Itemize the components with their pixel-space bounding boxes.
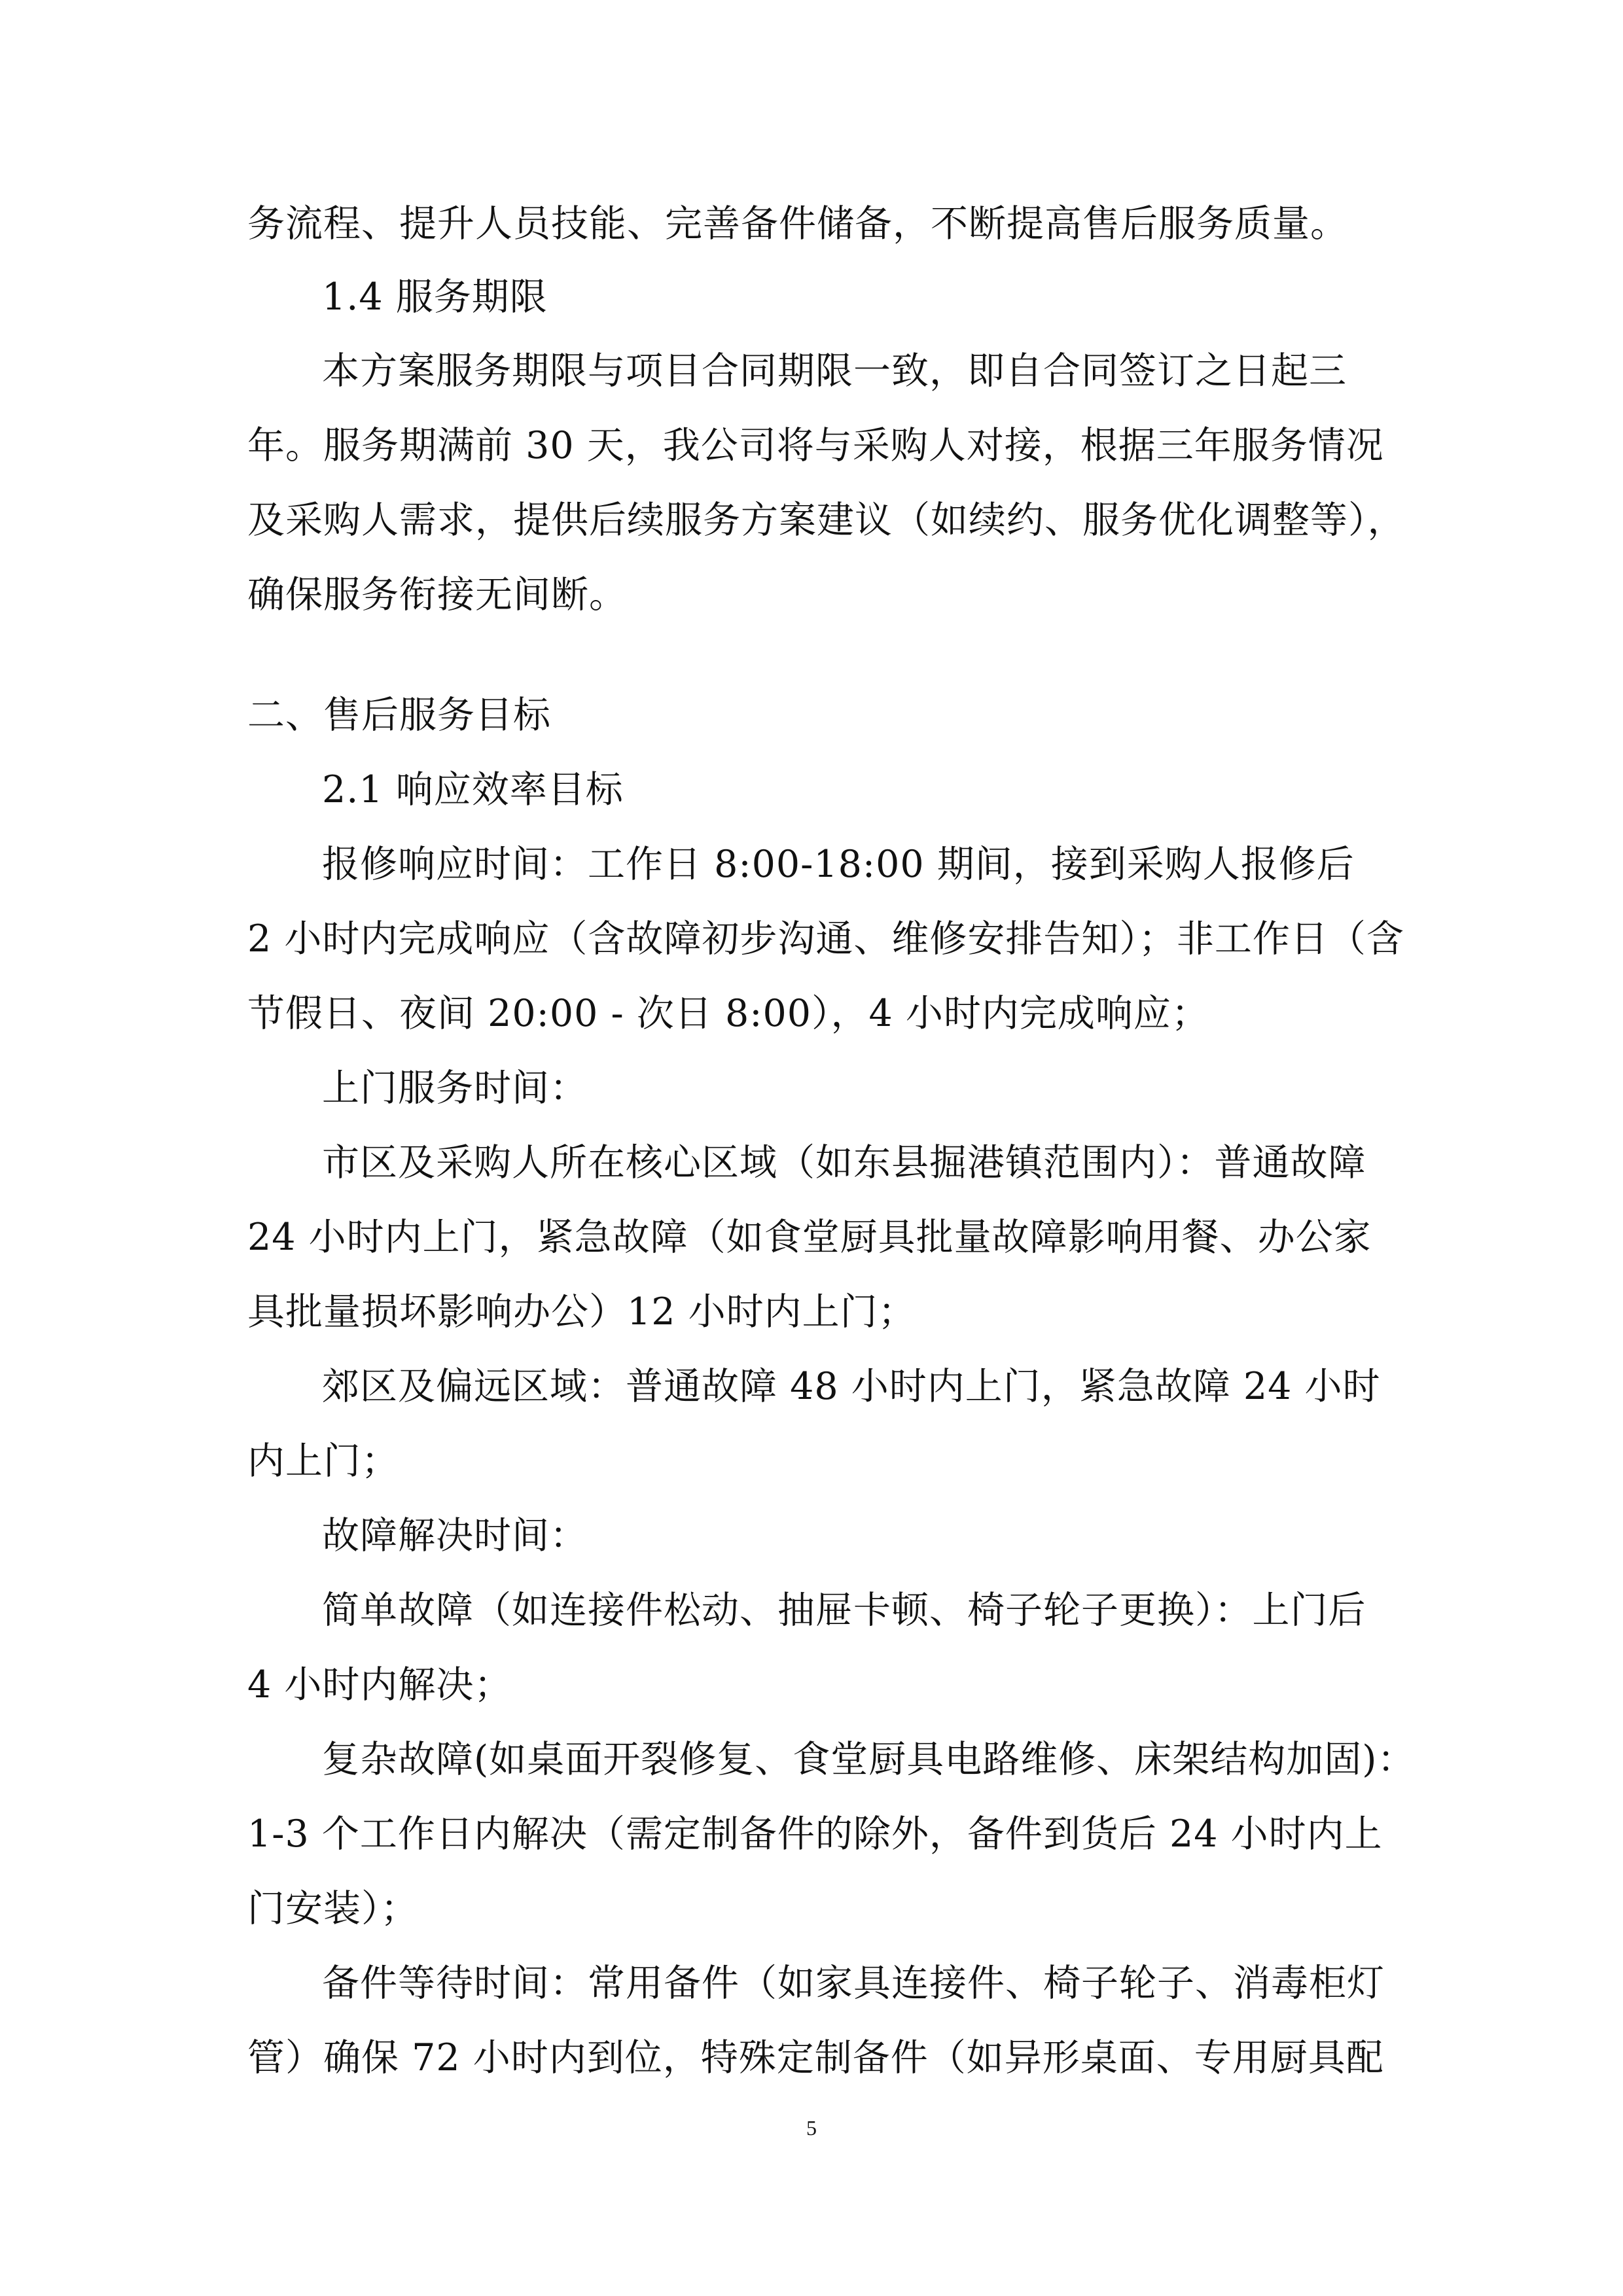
body-text-line: 门安装）；	[247, 1887, 419, 1930]
section-heading-2-1: 2.1 响应效率目标	[322, 768, 624, 811]
body-text-line: 本方案服务期限与项目合同期限一致，即自合同签订之日起三	[322, 349, 1347, 393]
body-text-line: 4 小时内解决；	[247, 1663, 512, 1706]
body-text-line: 2 小时内完成响应（含故障初步沟通、维修安排告知）；非工作日（含	[247, 917, 1404, 961]
body-text-line: 24 小时内上门，紧急故障（如食堂厨具批量故障影响用餐、办公家	[247, 1216, 1372, 1259]
body-text-line: 报修响应时间：工作日 8:00-18:00 期间，接到采购人报修后	[322, 843, 1355, 886]
body-text-line: 及采购人需求，提供后续服务方案建议（如续约、服务优化调整等），	[247, 499, 1406, 542]
body-text-line: 确保服务衔接无间断。	[247, 573, 627, 616]
body-text-line: 上门服务时间：	[322, 1067, 588, 1110]
body-text-line: 郊区及偏远区域：普通故障 48 小时内上门，紧急故障 24 小时	[322, 1365, 1381, 1408]
body-text-line: 复杂故障(如桌面开裂修复、食堂厨具电路维修、床架结构加固)：	[322, 1738, 1416, 1781]
body-text-line: 管）确保 72 小时内到位，特殊定制备件（如异形桌面、专用厨具配	[247, 2036, 1384, 2079]
body-text-line: 备件等待时间：常用备件（如家具连接件、椅子轮子、消毒柜灯	[322, 1962, 1385, 2005]
body-text-line: 1-3 个工作日内解决（需定制备件的除外，备件到货后 24 小时内上	[247, 1812, 1383, 1856]
body-text-line: 具批量损坏影响办公）12 小时内上门；	[247, 1290, 916, 1333]
body-text-line: 务流程、提升人员技能、完善备件储备，不断提高售后服务质量。	[247, 202, 1348, 245]
body-text-line: 市区及采购人所在核心区域（如东县掘港镇范围内）：普通故障	[322, 1141, 1366, 1184]
body-text-line: 节假日、夜间 20:00 - 次日 8:00），4 小时内完成响应；	[247, 992, 1209, 1035]
section-heading-1-4: 1.4 服务期限	[322, 275, 548, 319]
body-text-line: 故障解决时间：	[322, 1514, 588, 1557]
body-text-line: 简单故障（如连接件松动、抽屉卡顿、椅子轮子更换）：上门后	[322, 1589, 1366, 1632]
body-text-line: 年。服务期满前 30 天，我公司将与采购人对接，根据三年服务情况	[247, 424, 1384, 467]
page-number: 5	[806, 2116, 817, 2140]
body-text-line: 内上门；	[247, 1439, 399, 1483]
chapter-heading: 二、售后服务目标	[247, 694, 551, 737]
